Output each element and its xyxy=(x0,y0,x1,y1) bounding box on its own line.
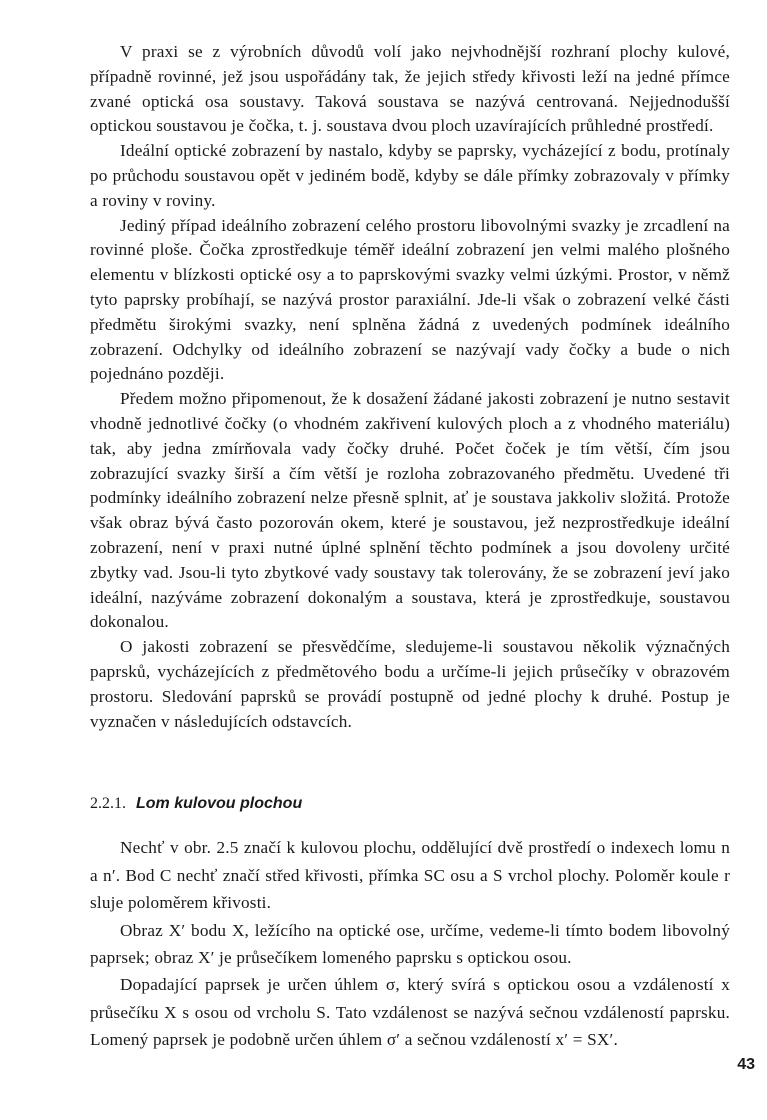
section-number: 2.2.1. xyxy=(90,795,126,813)
paragraph: V praxi se z výrobních důvodů volí jako nejvhodnější rozhraní plochy kulové, případně rovinné, jež jsou uspořádány tak, že jejich středy křivosti leží na jedné přímce zvané optická osa soustavy. Taková soustava se nazývá centrovaná. Nejjednodušší optickou soustavou je čočka, t. j. soustava dvou ploch uzavírajících průhledné prostředí. xyxy=(90,42,730,136)
paragraph: Nechť v obr. 2.5 značí k kulovou plochu, oddělující dvě prostředí o indexech lomu n a n′. Bod C nechť značí střed křivosti, přímka SC osu a S vrchol plochy. Poloměr koule r sluje poloměrem křivosti. xyxy=(90,838,730,913)
paragraph: O jakosti zobrazení se přesvědčíme, sledujeme-li soustavou několik význačných paprsků, vycházejících z předmětového bodu a určíme-li jejich průsečíky v obrazovém prostoru. Sledování paprsků se provádí postupně od jedné plochy k druhé. Postup je vyznačen v následujících odstavcích. xyxy=(90,637,730,731)
intro-text xyxy=(90,40,730,734)
section-body xyxy=(90,834,730,1053)
paragraph: Jediný případ ideálního zobrazení celého prostoru libovolnými svazky je zrcadlení na rovinné ploše. Čočka zprostředkuje téměř ideální zobrazení jen velmi malého plošného elementu v blízkosti optické osy a to paprskovými svazky velmi úzkými. Prostor, v němž tyto paprsky probíhají, se nazývá prostor paraxiální. Jde-li však o zobrazení velké části předmětu širokými svazky, není splněna žádná z uvedených podmínek ideálního zobrazení. Odchylky od ideálního zobrazení se nazývají vady čočky a bude o nich pojednáno později. xyxy=(90,215,730,384)
section-heading xyxy=(90,792,730,816)
paragraph: Dopadající paprsek je určen úhlem σ, který svírá s optickou osou a vzdáleností x průsečíku X s osou od vrcholu S. Tato vzdálenost se nazývá sečnou vzdáleností paprsku. Lomený paprsek je podobně určen úhlem σ′ a sečnou vzdáleností x′ = SX′. xyxy=(90,975,730,1050)
paragraph: Obraz X′ bodu X, ležícího na optické ose, určíme, vedeme-li tímto bodem libovolný paprsek; obraz X′ je průsečíkem lomeného paprsku s optickou osou. xyxy=(90,920,730,967)
section-title: Lom kulovou plochou xyxy=(136,795,303,813)
page-content xyxy=(90,40,730,1054)
paragraph: Předem možno připomenout, že k dosažení žádané jakosti zobrazení je nutno sestavit vhodně jednotlivé čočky (o vhodném zakřivení kulových ploch a z vhodného materiálu) tak, aby jedna zmírňovala vady čočky druhé. Počet čoček je tím větší, čím jsou zobrazující svazky širší a čím větší je rozloha zobrazovaného předmětu. Uvedené tři podmínky ideálního zobrazení nelze přesně splnit, ať je soustava jakkoliv složitá. Protože však obraz bývá často pozorován okem, které je soustavou, jež nezprostředkuje ideální zobrazení, není v praxi nutné úplné splnění těchto podmínek a jsou dovoleny určité zbytky vad. Jsou-li tyto zbytkové vady soustavy tak tolerovány, že se zobrazení jeví jako ideální, nazýváme zobrazení dokonalým a soustava, která je zprostředkuje, soustavou dokonalou. xyxy=(90,389,730,632)
paragraph: Ideální optické zobrazení by nastalo, kdyby se paprsky, vycházející z bodu, protínaly po průchodu soustavou opět v jediném bodě, kdyby se dále přímky zobrazovaly v přímky a roviny v roviny. xyxy=(90,141,730,210)
page-number: 43 xyxy=(737,1056,755,1073)
